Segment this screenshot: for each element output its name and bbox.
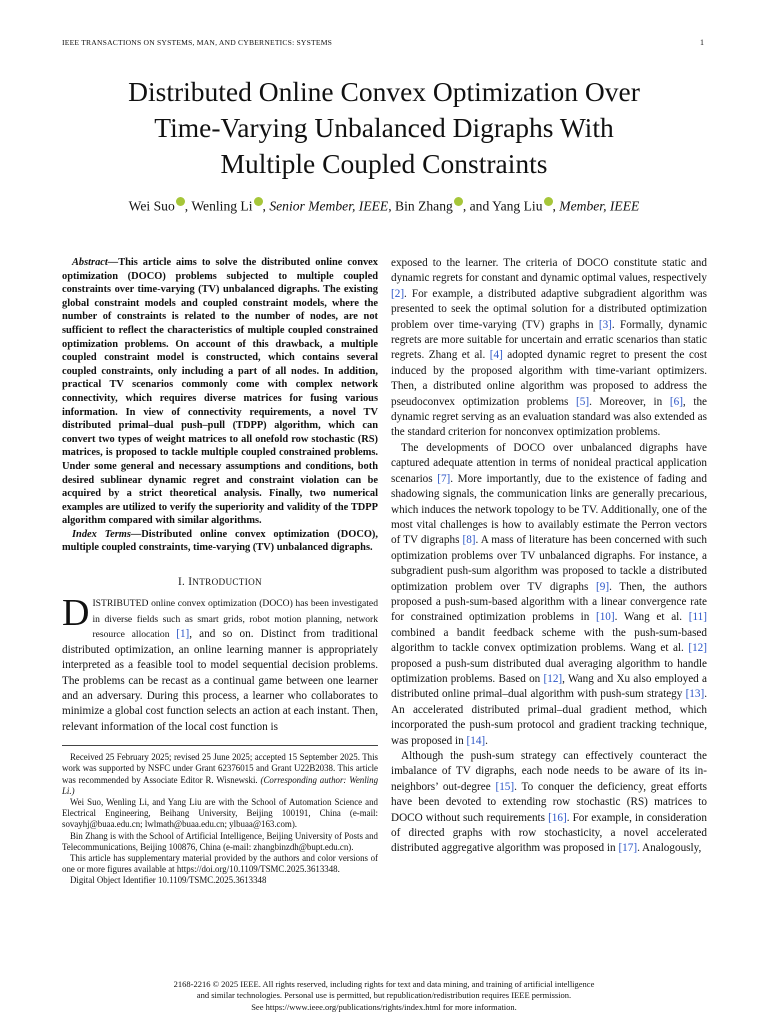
body-text: . Moreover, in bbox=[589, 395, 670, 408]
abstract bbox=[62, 256, 378, 528]
author-name: , Wenling Li bbox=[184, 198, 253, 214]
body-text: , Wang and Xu also employed a distributed online primal–dual algorithm with push-sum strategy bbox=[391, 672, 707, 701]
copyright-notice bbox=[62, 979, 706, 1013]
citation-link[interactable]: [13] bbox=[685, 688, 705, 701]
citation-link[interactable]: [2] bbox=[391, 287, 405, 300]
index-terms bbox=[62, 528, 378, 555]
intro-text: ISTRIBUTED online convex optimization (DOCO) has been investigated in diverse fields such as smart grids, robot motion planning, network resource allocation bbox=[92, 598, 378, 641]
section-title-rest: NTRODUCTION bbox=[192, 577, 262, 588]
page-number: 1 bbox=[700, 38, 704, 47]
body-text: exposed to the learner. The criteria of DOCO constitute static and dynamic regrets for constant and dynamic optimal values, respectively bbox=[391, 257, 707, 285]
body-paragraph bbox=[391, 256, 707, 441]
orcid-icon[interactable] bbox=[254, 197, 263, 206]
body-text: proposed a push-sum distributed dual averaging algorithm to handle optimization problems. Based on bbox=[391, 657, 707, 685]
index-terms-text: Distributed online convex optimization (DOCO), multiple coupled constraints, time-varying (TV) unbalanced digraphs. bbox=[62, 528, 378, 554]
abstract-text: This article aims to solve the distributed online convex optimization (DOCO) problems subjected to multiple coupled constraints over time-varying (TV) unbalanced digraphs. The existing global constraint models and coupled constraint models, where the number of constraints is related to the number of nodes, are not sufficient to reflect the characteristics of multiple coupled constrained optimization problems. On account of this drawback, a multiple coupled constraint model is constructed, which contains several coupled constraints, only including a part of all nodes. In addition, practical TV scenarios commonly come with complex network connectivity, which requires diverse matrices for fusing various information. In view of connectivity requirements, a novel TV distributed primal–dual push–pull (TDPP) algorithm, which can convert two types of weight matrices to all onefold row stochastic (RS) matrices, is proposed to tackle multiple coupled constrained problems. Under some general and necessary assumptions and conditions, both desired sublinear dynamic regret and constraint violation can be acquired by a strict theoretical analysis. Finally, two numerical examples are utilized to verify the superiority and validity of the TDPP algorithm compared with similar algorithms. bbox=[62, 257, 378, 527]
title-line: Distributed Online Convex Optimization Over bbox=[128, 76, 640, 107]
citation-link[interactable]: [9] bbox=[596, 580, 610, 593]
right-column bbox=[391, 256, 707, 857]
citation-link[interactable]: [12] bbox=[543, 672, 563, 685]
citation-link[interactable]: [15] bbox=[495, 780, 515, 793]
section-numeral: I. bbox=[178, 576, 189, 589]
author-name: Wei Suo bbox=[128, 198, 175, 214]
journal-header: IEEE TRANSACTIONS ON SYSTEMS, MAN, AND CYBERNETICS: SYSTEMS bbox=[62, 38, 333, 47]
body-text: . For example, a distributed adaptive subgradient algorithm was presented to seek the optimal solution for a distributed optimization problem over time-varying (TV) graphs in bbox=[391, 287, 707, 331]
author-role: Member, IEEE bbox=[559, 198, 640, 214]
footnote-italic: (Corresponding author: Wenling Li.) bbox=[62, 774, 379, 796]
citation-link[interactable]: [5] bbox=[576, 395, 590, 408]
author-separator: , bbox=[262, 198, 270, 214]
citation-link[interactable]: [11] bbox=[688, 611, 707, 624]
author-list bbox=[60, 196, 708, 215]
body-text: , the dynamic regret serving as an evaluation standard was also extended as the standard criterion for nonconvex optimization problems. bbox=[391, 395, 707, 439]
footnote: Bin Zhang is with the School of Artificial Intelligence, Beijing University of Posts and Telecommunications, Beijing 100876, China (e-mail: zhangbinzdh@bupt.edu.cn). bbox=[62, 830, 378, 852]
citation-link[interactable]: [6] bbox=[669, 395, 683, 408]
index-terms-lead: Index Terms— bbox=[72, 528, 142, 540]
section-heading bbox=[62, 575, 378, 590]
body-text: . bbox=[485, 734, 488, 747]
citation-link[interactable]: [10] bbox=[595, 611, 615, 624]
copyright-line: and similar technologies. Personal use is permitted, but republication/redistribution requires IEEE permission. bbox=[196, 990, 572, 1001]
body-text: combined a bandit feedback scheme with the push-sum-based algorithm to tackle convex optimization problems. Wang et al. bbox=[391, 626, 707, 655]
copyright-line: 2168-2216 © 2025 IEEE. All rights reserved, including rights for text and data mining, and training of artificial intelligence bbox=[173, 979, 595, 989]
citation-link[interactable]: [14] bbox=[466, 734, 486, 747]
copyright-line: See https://www.ieee.org/publications/rights/index.html for more information. bbox=[251, 1001, 517, 1012]
orcid-icon[interactable] bbox=[454, 197, 463, 206]
body-text: adopted dynamic regret to present the cost induced by the proposed algorithm with time-variant optimizers. Then, a distributed online algorithm was proposed to address the pseudoconvex optimization problems bbox=[391, 349, 707, 408]
paper-title bbox=[60, 74, 708, 182]
footnote: Wei Suo, Wenling Li, and Yang Liu are with the School of Automation Science and Electrical Engineering, Beihang University, Beijing 100191, China (e-mail: sovayhj@buaa.edu.cn; lwlmath@buaa.edu.cn; ylbuaa@163.com). bbox=[62, 796, 378, 830]
body-text: . An accelerated distributed primal–dual gradient method, which incorporated the push-sum protocol and gradient tracking technique, was proposed in bbox=[391, 688, 707, 747]
citation-link[interactable]: [3] bbox=[598, 318, 612, 331]
orcid-icon[interactable] bbox=[176, 197, 185, 206]
body-text: . For example, in consideration of directed graphs with row stochasticity, a novel accelerated distributed aggregative algorithm was proposed in bbox=[391, 811, 707, 855]
orcid-icon[interactable] bbox=[544, 197, 553, 206]
drop-cap: D bbox=[62, 592, 90, 635]
body-paragraph bbox=[391, 749, 707, 857]
author-role: Senior Member, IEEE bbox=[269, 198, 389, 214]
intro-text: , and so on. Distinct from traditional distributed optimization, an online learning manner is appropriately interpreted as a feasible tool to model sequential decision problems. The problems can be recast as a continual game between one learner and an adversary. During this process, a learner who collaborates to minimize a global cost function selects an action at each instant. Then, relevant information of the local cost function is bbox=[62, 628, 378, 733]
body-text: Although the push-sum strategy can effectively counteract the imbalance of TV digraphs, each node needs to be aware of its in-neighbors’ out-degree bbox=[391, 750, 707, 793]
citation-link[interactable]: [16] bbox=[548, 811, 567, 824]
title-line: Time-Varying Unbalanced Digraphs With bbox=[154, 112, 614, 143]
section-title-first: I bbox=[188, 576, 193, 589]
footnote: Digital Object Identifier 10.1109/TSMC.2025.3613348 bbox=[70, 875, 267, 886]
body-paragraph bbox=[391, 441, 707, 749]
body-text: The developments of DOCO over unbalanced digraphs have captured adequate attention in terms of nonideal practical application scenarios bbox=[391, 441, 707, 485]
body-text: . Then, the authors proposed a push-sum-based algorithm with a linear convergence rate for constrained optimization problems in bbox=[391, 580, 707, 624]
citation-link[interactable]: [17] bbox=[618, 842, 638, 855]
intro-paragraph bbox=[62, 592, 378, 735]
author-name: , and Yang Liu bbox=[462, 198, 543, 214]
footnote bbox=[62, 752, 378, 797]
footnote-text: Received 25 February 2025; revised 25 June 2025; accepted 15 September 2025. This work was supported by NSFC under Grant 62376015 and Grant U22B2038. This article was recommended by Associate Editor R. Wisnewski. bbox=[62, 752, 378, 785]
abstract-lead: Abstract— bbox=[72, 257, 119, 268]
citation-link[interactable]: [7] bbox=[437, 472, 451, 485]
left-column bbox=[62, 256, 378, 887]
body-text: . To conquer the deficiency, great efforts have been devoted to extending row stochastic (RS) matrices to DOCO without such requirements bbox=[391, 780, 707, 824]
author-name: , Bin Zhang bbox=[388, 198, 453, 214]
citation-link[interactable]: [8] bbox=[462, 534, 476, 547]
author-separator: , bbox=[552, 198, 560, 214]
citation-link[interactable]: [12] bbox=[688, 642, 707, 655]
footnotes bbox=[62, 752, 378, 886]
footnote: This article has supplementary material provided by the authors and color versions of one or more figures available at https://doi.org/10.1109/TSMC.2025.3613348. bbox=[62, 852, 378, 875]
body-text: . A mass of literature has been concerned with such optimization problems over TV unbalanced digraphs. For instance, a subgradient push-sum algorithm was proposed to tackle a distributed optimization problem over TV digraphs bbox=[391, 534, 707, 593]
body-text: . Formally, dynamic regrets are more suitable for uncertain and erratic scenarios than static regrets. Zhang et al. bbox=[391, 318, 707, 362]
body-text: . Wang et al. bbox=[614, 611, 689, 624]
body-text: . Analogously, bbox=[637, 842, 702, 855]
footnote-divider bbox=[62, 745, 378, 746]
citation-link[interactable]: [4] bbox=[489, 349, 503, 362]
title-line: Multiple Coupled Constraints bbox=[220, 148, 548, 179]
body-text: . More importantly, due to the existence of fading and shadowing signals, the communication links are generally precarious, which induces the network topology to be TV. Additionally, one of the most vital challenges is how to availably estimate the Perron vectors of TV digraphs bbox=[391, 472, 707, 547]
citation-link[interactable]: [1] bbox=[176, 628, 190, 641]
